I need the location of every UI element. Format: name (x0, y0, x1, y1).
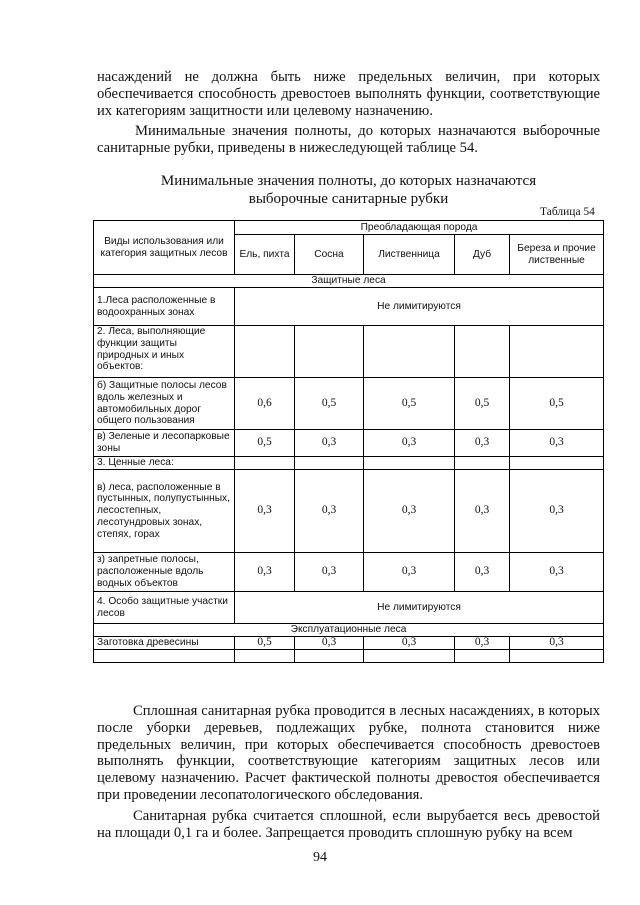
table-caption (97, 173, 600, 208)
header-birch-other: Береза и прочие лиственные (510, 235, 604, 275)
table-number: Таблица 54 (540, 206, 595, 218)
table-caption-line-1: Минимальные значения полноты, до которых назначаются (160, 173, 537, 189)
header-spruce-fir: Ель, пихта (235, 235, 295, 275)
row-label-timber-harvest: Заготовка древесины (94, 637, 235, 650)
header-larch: Лиственница (364, 235, 455, 275)
cell-not-limited: Не лимитируются (235, 288, 604, 326)
value-cell: 0,5 (235, 637, 295, 650)
header-pine: Сосна (295, 235, 364, 275)
value-cell: 0,3 (510, 470, 604, 553)
value-cell: 0,5 (364, 378, 455, 430)
section-exploitation: Эксплуатационные леса (94, 624, 604, 637)
table-row (94, 430, 604, 457)
row-label-special-plots: 4. Особо защитные участки лесов (94, 592, 235, 624)
section-protective: Защитные леса (94, 275, 604, 288)
paragraph-table-reference: Минимальные значения полноты, до которых назначаются выборочные санитарные рубки, приведены в нижеследующей таблице 54. (97, 123, 600, 156)
value-cell: 0,3 (364, 470, 455, 553)
value-cell: 0,3 (235, 553, 295, 592)
value-cell: 0,3 (364, 553, 455, 592)
row-label-protective-functions: 2. Леса, выполняющие функции защиты природных и иных объектов: (94, 326, 235, 378)
paragraph-intro: насаждений не должна быть ниже предельных величин, при которых обеспечивается способность древостоев выполнять функции, соответствующие их категориям защитности или целевому назначению. (97, 69, 600, 119)
value-cell: 0,5 (295, 378, 364, 430)
empty-cell (295, 650, 364, 663)
empty-cell (295, 326, 364, 378)
value-cell: 0,3 (235, 470, 295, 553)
empty-cell (510, 457, 604, 470)
paragraph-clear-cut-definition: Санитарная рубка считается сплошной, если вырубается весь древостой на площади 0,1 га и более. Запрещается проводить сплошную рубку на всем (97, 808, 600, 841)
empty-cell (364, 650, 455, 663)
value-cell: 0,3 (455, 470, 510, 553)
row-label-green-zones: в) Зеленые и лесопарковые зоны (94, 430, 235, 457)
row-label-valuable-forests: 3. Ценные леса: (94, 457, 235, 470)
row-label-road-strips: б) Защитные полосы лесов вдоль железных и автомобильных дорог общего пользования (94, 378, 235, 430)
table-caption-line-2: выборочные санитарные рубки (248, 190, 449, 207)
value-cell: 0,3 (364, 637, 455, 650)
value-cell: 0,3 (510, 637, 604, 650)
table-row (94, 470, 604, 553)
value-cell: 0,3 (510, 430, 604, 457)
value-cell: 0,3 (295, 470, 364, 553)
empty-cell (455, 326, 510, 378)
empty-cell (364, 457, 455, 470)
value-cell: 0,3 (295, 553, 364, 592)
header-species-group: Преобладающая порода (235, 221, 604, 235)
value-cell: 0,3 (455, 553, 510, 592)
paragraph-clear-cut-conditions: Сплошная санитарная рубка проводится в лесных насаждениях, в которых после уборки деревьев, подлежащих рубке, полнота становится ниже предельных величин, при которых обеспечивается способность древостоев выполнять функции, соответствующие категориям защитных лесов или целевому назначению. Расчет фактической полноты древостоя обеспечивается при проведении лесопатологического обследования. (97, 703, 600, 803)
value-cell: 0,5 (235, 430, 295, 457)
row-label-desert-steppe-zones: в) леса, расположенные в пустынных, полупустынных, лесостепных, лесотундровых зонах, степях, горах (94, 470, 235, 553)
table-row (94, 553, 604, 592)
empty-cell (94, 650, 235, 663)
cell-not-limited: Не лимитируются (235, 592, 604, 624)
value-cell: 0,3 (364, 430, 455, 457)
table-row (94, 637, 604, 650)
row-label-water-protection: 1.Леса расположенные в водоохранных зонах (94, 288, 235, 326)
header-category: Виды использования или категория защитных лесов (94, 221, 235, 275)
empty-cell (364, 326, 455, 378)
empty-cell (510, 650, 604, 663)
table-row (94, 378, 604, 430)
empty-cell (295, 457, 364, 470)
row-label-prohibited-strips: з) запретные полосы, расположенные вдоль водных объектов (94, 553, 235, 592)
value-cell: 0,3 (455, 430, 510, 457)
value-cell: 0,3 (510, 553, 604, 592)
value-cell: 0,5 (455, 378, 510, 430)
value-cell: 0,3 (295, 430, 364, 457)
empty-cell (235, 457, 295, 470)
empty-cell (510, 326, 604, 378)
empty-cell (455, 650, 510, 663)
value-cell: 0,3 (295, 637, 364, 650)
value-cell: 0,3 (455, 637, 510, 650)
empty-cell (455, 457, 510, 470)
value-cell: 0,6 (235, 378, 295, 430)
empty-cell (235, 650, 295, 663)
value-cell: 0,5 (510, 378, 604, 430)
min-density-table (93, 220, 604, 663)
empty-cell (235, 326, 295, 378)
header-oak: Дуб (455, 235, 510, 275)
page-number: 94 (313, 850, 327, 865)
